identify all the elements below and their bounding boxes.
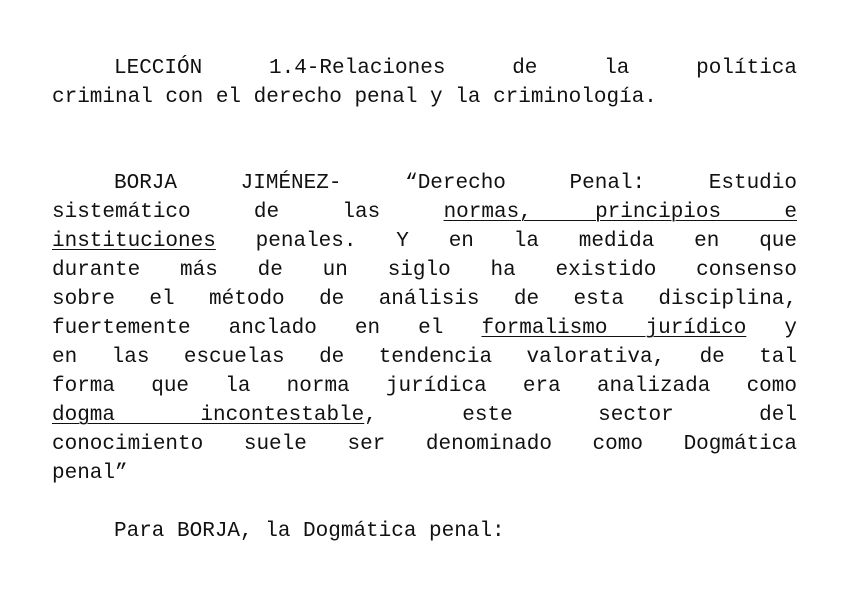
quote-line-7: en las escuelas de tendencia valorativa, de tal	[52, 346, 797, 369]
quote-line-2	[52, 198, 797, 227]
heading-line-2: criminal con el derecho penal y la criminología.	[52, 86, 657, 109]
quote-line-1: BORJA JIMÉNEZ- “Derecho Penal: Estudio	[114, 172, 797, 195]
quote-line-11: penal”	[52, 462, 128, 485]
closing-line: Para BORJA, la Dogmática penal:	[114, 520, 505, 543]
quote-line-4: durante más de un siglo ha existido consenso	[52, 259, 797, 282]
quote-line-5: sobre el método de análisis de esta disciplina,	[52, 288, 797, 311]
quote-text: y	[784, 317, 797, 340]
quote-line-8: forma que la norma jurídica era analizada como	[52, 375, 797, 398]
underlined-phrase: instituciones	[52, 230, 216, 253]
quote-text: penales. Y en la medida en que	[255, 230, 798, 253]
quote-line-3	[52, 227, 797, 256]
quote-text: fuertemente anclado en el	[52, 317, 444, 340]
quote-text: , este sector del	[364, 404, 797, 427]
quote-line-10: conocimiento suele ser denominado como Dogmática	[52, 433, 797, 456]
underlined-phrase: dogma incontestable	[52, 404, 365, 427]
quote-line-6	[52, 314, 797, 343]
quote-line-9	[52, 401, 797, 430]
heading-line-1: LECCIÓN 1.4-Relaciones de la política	[114, 57, 797, 80]
quote-text: sistemático de las	[52, 201, 381, 224]
underlined-phrase: normas, principios e	[443, 201, 798, 224]
underlined-phrase: formalismo jurídico	[481, 317, 747, 340]
